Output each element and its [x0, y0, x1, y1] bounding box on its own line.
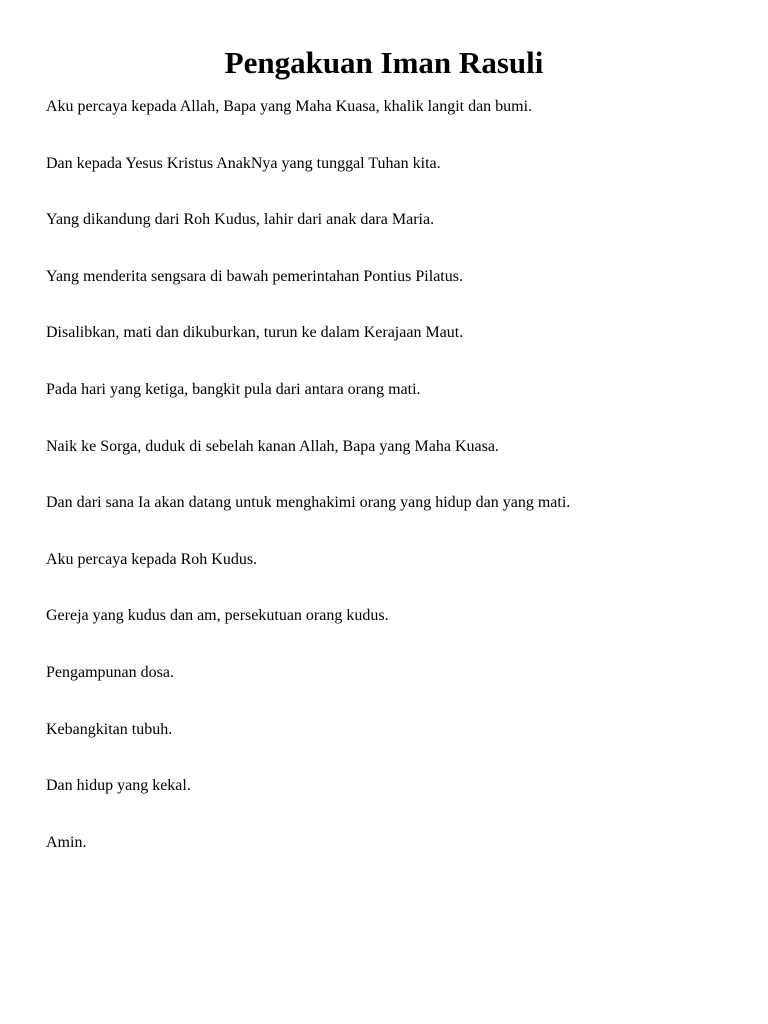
creed-line: Dan dari sana Ia akan datang untuk menghakimi orang yang hidup dan yang mati.: [46, 494, 571, 512]
creed-line: Yang menderita sengsara di bawah pemerintahan Pontius Pilatus.: [46, 267, 463, 285]
creed-line: Kebangkitan tubuh.: [46, 720, 173, 738]
creed-line: Gereja yang kudus dan am, persekutuan orang kudus.: [46, 607, 389, 625]
creed-line: Disalibkan, mati dan dikuburkan, turun ke dalam Kerajaan Maut.: [46, 324, 464, 342]
creed-line: Yang dikandung dari Roh Kudus, lahir dari anak dara Maria.: [46, 211, 435, 229]
creed-line: Pengampunan dosa.: [46, 663, 174, 681]
creed-text: [46, 97, 746, 889]
creed-line: Aku percaya kepada Allah, Bapa yang Maha Kuasa, khalik langit dan bumi.: [46, 98, 533, 115]
page-title: Pengakuan Iman Rasuli: [224, 45, 544, 80]
creed-line: Naik ke Sorga, duduk di sebelah kanan Allah, Bapa yang Maha Kuasa.: [46, 437, 499, 455]
creed-line: Dan kepada Yesus Kristus AnakNya yang tunggal Tuhan kita.: [46, 154, 441, 172]
creed-line: Dan hidup yang kekal.: [46, 777, 191, 795]
creed-line: Pada hari yang ketiga, bangkit pula dari antara orang mati.: [46, 380, 421, 398]
creed-line: Aku percaya kepada Roh Kudus.: [46, 550, 258, 568]
creed-line: Amin.: [46, 833, 87, 851]
